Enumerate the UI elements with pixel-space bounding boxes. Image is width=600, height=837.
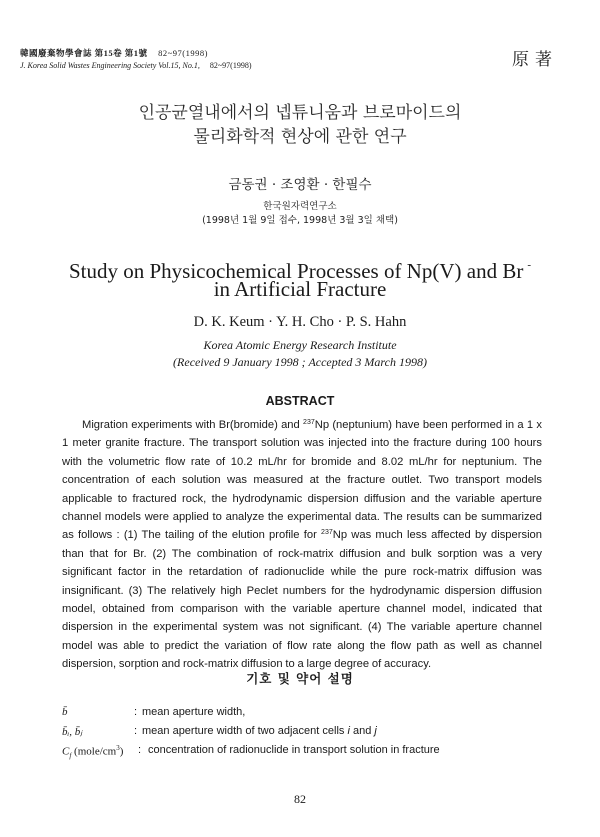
isotope-superscript-2: 237 xyxy=(321,529,333,537)
journal-title-english xyxy=(20,61,252,70)
english-affiliation: Korea Atomic Energy Research Institute xyxy=(203,338,397,352)
journal-pages-english: 82~97(1998) xyxy=(209,61,252,70)
korean-affiliation: 한국원자력연구소 xyxy=(263,201,337,212)
korean-received-dates: (1998년 1월 9일 접수, 1998년 3월 3일 채택) xyxy=(202,215,398,226)
symbol-subscript: f xyxy=(69,751,72,760)
variable-i: i xyxy=(347,725,350,737)
nomenclature-heading: 기호 및 약어 설명 xyxy=(246,671,354,686)
original-article-badge: 原著 xyxy=(512,50,558,70)
english-received-dates: (Received 9 January 1998 ; Accepted 3 March 1998) xyxy=(173,355,427,369)
nomenclature-symbol: b̄ᵢ, b̄ⱼ xyxy=(62,726,83,738)
nomenclature-separator: : xyxy=(138,744,142,756)
english-title-text: Study on Physicochemical Processes of Np(V) and Br xyxy=(68,259,524,283)
journal-pages-korean: 82~97(1998) xyxy=(158,48,208,58)
unit-superscript: 3 xyxy=(116,744,120,752)
unit-close: ) xyxy=(119,745,124,758)
variable-j: j xyxy=(374,725,377,737)
nomenclature-definition: concentration of radionuclide in transport solution in fracture xyxy=(148,744,440,756)
nomenclature-definition xyxy=(142,725,377,737)
abstract-paragraph xyxy=(62,416,542,674)
definition-and: and xyxy=(349,725,375,737)
nomenclature-symbol: b̄ xyxy=(62,706,68,718)
page-number: 82 xyxy=(294,792,306,806)
nomenclature-separator: : xyxy=(134,725,138,737)
abstract-body xyxy=(62,416,542,674)
definition-text: mean aperture width of two adjacent cells xyxy=(142,725,348,737)
korean-title-line1: 인공균열내에서의 넵튜니움과 브로마이드의 xyxy=(138,103,462,123)
journal-title-korean xyxy=(20,47,208,59)
abstract-heading: ABSTRACT xyxy=(265,394,335,408)
korean-authors: 금동권 · 조영환 · 한필수 xyxy=(228,177,372,193)
korean-title-line2: 물리화학적 현상에 관한 연구 xyxy=(193,127,407,147)
journal-name-korean: 韓國廢棄物學會誌 第15卷 第1號 xyxy=(20,48,148,58)
abstract-text-part3: Np was much less affected by dispersion than that for Br. (2) The combination of rock-matrix diffusion and bulk sorption was a very significant factor in the retardation of radionuclide while the pure rock-matrix diffusion was insignificant. (3) The relatively high Peclet numbers for the hydrodynamic dispersion diffusion model, obtained from comparison with the variable aperture channel model, indicated that dispersion in the experimental system was not significant. (4) The variable aperture channel model was able to predict the variation of flow rate along the flow path as well as channel dispersion, sorption and rock-matrix diffusion to a large degree of accuracy. xyxy=(62,529,542,671)
nomenclature-separator: : xyxy=(134,706,138,718)
isotope-superscript-1: 237 xyxy=(303,419,315,426)
abstract-text-part2: Np (neptunium) have been performed in a 1 x 1 meter granite fracture. The transport solution was injected into the fracture during 100 hours with the volumetric flow rate of 10.2 mL/hr for bromide and 8.02 mL/hr for neptunium. The concentration of each solution was measured at the fracture outlet. Two transport models applicable to fractured rock, the hydrodynamic dispersion diffusion and the variable aperture channel models were applied to analyze the experimental data. The results can be summarized as follows : (1) The tailing of the elution profile for xyxy=(62,419,542,542)
nomenclature-definition: mean aperture width, xyxy=(142,706,246,718)
symbol-c: C xyxy=(62,745,70,758)
journal-name-english: J. Korea Solid Wastes Engineering Society Vol.15, No.1, xyxy=(20,61,200,70)
english-authors: D. K. Keum · Y. H. Cho · P. S. Hahn xyxy=(193,314,407,330)
unit-text: (mole/cm xyxy=(71,745,117,758)
abstract-text-part1: Migration experiments with Br(bromide) and xyxy=(82,419,304,431)
bromide-charge-superscript: - xyxy=(527,259,531,271)
english-title-line2: in Artificial Fracture xyxy=(213,277,387,301)
nomenclature-symbol xyxy=(62,744,123,760)
